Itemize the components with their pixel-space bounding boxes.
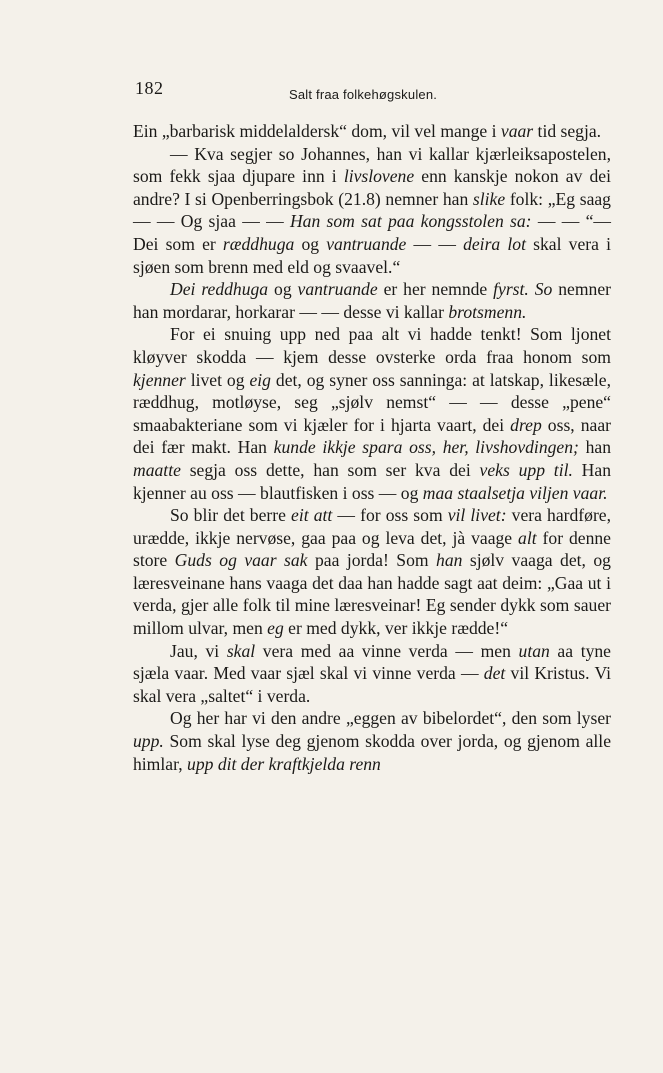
emphasis-text: kjenner — [133, 369, 186, 390]
text-run: det, og syner oss sanninga: at latskap, likesæle, ræddhug, motløyse, seg „sjølv nemst“ — — desse „pene“ smaabakteriane som vi kjæler for i hjarta vaart, dei — [133, 369, 611, 435]
paragraph — [133, 278, 611, 323]
emphasis-text: maatte — [133, 459, 181, 480]
text-run: Ein „barbarisk middelaldersk“ dom, vil vel mange i — [133, 121, 501, 141]
emphasis-text: upp. — [133, 731, 164, 752]
paragraph — [133, 120, 611, 143]
text-run: segja oss dette, han som ser kva dei — [180, 459, 480, 480]
book-page — [133, 74, 611, 775]
emphasis-text: drep — [510, 414, 542, 435]
paragraph — [133, 640, 611, 708]
text-run: Jau, vi — [170, 640, 227, 661]
emphasis-text: fyrst. — [493, 279, 529, 300]
text-run: for denne store — [133, 527, 611, 571]
text-run: er med dykk, ver ikkje rædde!“ — [283, 618, 509, 639]
text-run: livet og — [185, 369, 250, 390]
text-run: — — “— Dei som er — [133, 211, 611, 254]
emphasis-text: skal — [226, 640, 256, 661]
emphasis-text: Dei reddhuga — [170, 279, 269, 300]
text-run: — for oss som — [332, 505, 448, 526]
text-run: vil Kristus. Vi skal vera „saltet“ i verda. — [133, 663, 611, 706]
text-run: Og her har vi den andre „eggen av bibelordet“, den som lyser — [170, 708, 611, 729]
running-title: Salt fraa folkehøgskulen. — [289, 87, 438, 102]
paragraph — [133, 707, 611, 775]
paragraph — [133, 323, 611, 504]
emphasis-text: vil livet: — [447, 505, 507, 526]
text-run: folk: „Eg saag — — Og sjaa — — — [133, 188, 611, 232]
text-run: vera med aa vinne verda — men — [255, 640, 519, 661]
emphasis-text: vantruande — [297, 279, 378, 300]
emphasis-text: brotsmenn. — [448, 301, 527, 322]
emphasis-text: vaar — [500, 121, 534, 141]
text-run: vera hardføre, urædde, ikkje nervøse, gaa paa og leva det, jà vaage — [133, 505, 612, 548]
text-run: tid segja. — [533, 121, 602, 141]
text-run: aa tyne sjæla vaar. Med vaar sjæl skal vi vinne verda — — [133, 640, 611, 684]
text-run: enn kanskje nokon av dei andre? I si Openberringsbok (21.8) nemner han — [133, 166, 611, 209]
text-run: Som skal lyse deg gjenom skodda over jorda, og gjenom alle himlar, — [133, 731, 611, 774]
text-run: — Kva segjer so Johannes, han vi kallar kjærleiksapostelen, som fekk sjaa djupare inn i — [133, 143, 611, 187]
text-run: skal vera i sjøen som brenn med eld og svaavel.“ — [133, 233, 611, 277]
text-run: So blir det berre — [170, 505, 292, 526]
emphasis-text: vantruande — [326, 233, 407, 254]
running-head — [133, 74, 611, 104]
text-run: — — — [406, 233, 464, 254]
text-run: For ei snuing upp ned paa alt vi hadde tenkt! Som ljonet kløyver skodda — kjem desse ovsterke orda fraa honom som — [133, 324, 611, 367]
emphasis-text: veks upp til. — [479, 459, 573, 480]
text-run: Han kjenner au oss — blautfisken i oss — og — [133, 459, 611, 503]
emphasis-text: deira lot — [463, 233, 526, 254]
emphasis-text: alt — [518, 527, 537, 548]
emphasis-text: han — [436, 550, 463, 571]
emphasis-text: utan — [518, 640, 550, 661]
page-number: 182 — [135, 78, 164, 98]
paragraph — [133, 143, 611, 279]
text-run: sjølv vaaga det, og læresveinane hans vaaga det daa han hadde sagt aat deim: „Gaa ut i verda, gjer alle folk til mine læresveinar! Eg sender dykk som sauer millom ulvar, men — [133, 550, 611, 639]
emphasis-text: upp dit der kraftkjelda renn — [187, 753, 381, 774]
text-run: og — [294, 233, 327, 254]
emphasis-text: maa staalsetja viljen vaar. — [422, 482, 608, 503]
emphasis-text: eg — [267, 618, 284, 639]
text-run: han — [578, 437, 611, 458]
emphasis-text: eig — [249, 369, 271, 390]
text-run: nemner han mordarar, horkarar — — desse vi kallar — [133, 279, 612, 322]
paragraph — [133, 504, 611, 640]
emphasis-text: det — [483, 663, 506, 684]
emphasis-text: So — [534, 279, 553, 300]
text-run: er her nemnde — [377, 279, 494, 300]
text-run: oss, naar dei fær makt. Han — [133, 414, 611, 458]
text-run: og — [268, 279, 298, 300]
text-run: paa jorda! Som — [307, 550, 437, 571]
body-text — [133, 120, 611, 775]
emphasis-text: Guds og vaar sak — [174, 550, 308, 571]
emphasis-text: eit att — [291, 505, 333, 526]
emphasis-text: slike — [472, 188, 506, 209]
emphasis-text: Han som sat paa kongsstolen sa: — [289, 211, 532, 232]
emphasis-text: livslovene — [343, 166, 415, 187]
emphasis-text: ræddhuga — [222, 233, 295, 254]
emphasis-text: kunde ikkje spara oss, her, livshovdingen; — [273, 437, 579, 458]
